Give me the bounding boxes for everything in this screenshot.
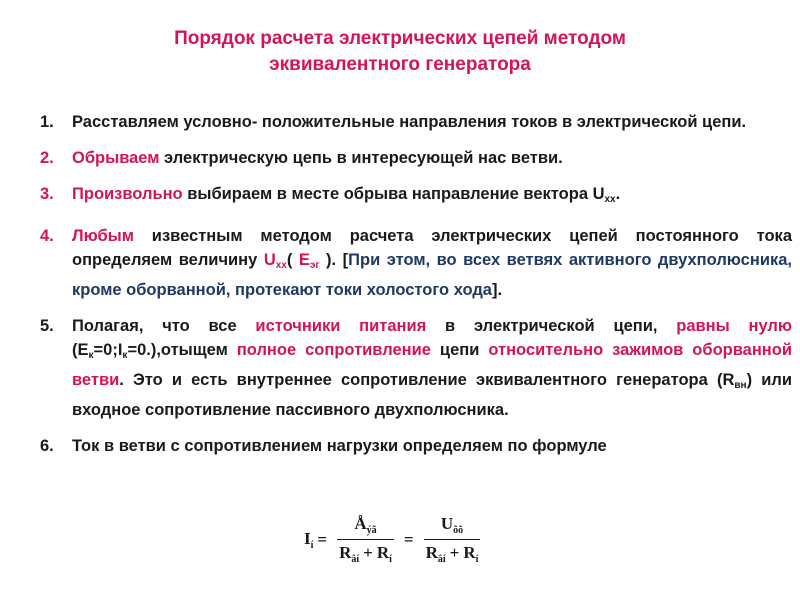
text-run: =0.),отыщем — [127, 341, 237, 359]
denominator — [424, 543, 481, 565]
denominator — [337, 543, 394, 565]
step-number: 5. — [40, 317, 54, 335]
title-line-1: Порядок расчета электрических цепей методом — [174, 28, 626, 49]
step-number: 3. — [40, 185, 54, 203]
note-text: При этом, во всех ветвях активного двухполюсника, кроме оборванной, протекают токи холостого хода — [72, 251, 792, 299]
step-number: 2. — [40, 149, 54, 167]
equals-sign: = — [317, 529, 328, 549]
text-run: электрическую цепь в интересующей нас ветви. — [159, 149, 563, 167]
text-run: Ток в ветви с сопротивлением нагрузки определяем по формуле — [72, 437, 607, 455]
highlight-text: равны нулю — [676, 317, 792, 335]
step-3 — [40, 182, 792, 212]
plus-sign: + — [449, 543, 460, 562]
text-run: Расставляем условно- положительные направления токов в электрической цепи. — [72, 113, 747, 131]
highlight-text: относительно зажимов оборванной ветви — [72, 341, 792, 389]
symbol: R — [339, 543, 352, 562]
text-run: ( — [286, 251, 299, 269]
text-run: ). [ — [319, 251, 349, 269]
highlight-text: Обрываем — [72, 149, 160, 167]
symbol: I — [304, 528, 311, 548]
highlight-text: U — [263, 251, 276, 269]
subscript: í — [475, 554, 479, 565]
slide-title — [0, 26, 800, 78]
subscript: í — [310, 539, 314, 551]
highlight-text: полное сопротивление — [236, 341, 431, 359]
symbol: R — [376, 543, 390, 562]
subscript: к — [122, 350, 128, 361]
step-number: 1. — [40, 113, 54, 131]
step-text — [72, 434, 792, 458]
step-text — [72, 182, 792, 212]
text-run: ) или входное сопротивление пассивного двухполюсника. — [72, 371, 792, 419]
step-text — [72, 224, 792, 302]
text-run: . Это и есть внутреннее сопротивление эквивалентного генератора (R — [119, 371, 735, 389]
subscript: вн — [734, 380, 747, 391]
symbol: R — [463, 543, 476, 562]
fraction-bar — [424, 539, 481, 540]
subscript: хх — [604, 194, 616, 205]
highlight-text: источники питания — [255, 317, 427, 335]
fraction-1 — [337, 514, 394, 565]
title-line-2: эквивалентного генератора — [269, 54, 531, 75]
formula-lhs — [304, 529, 313, 551]
step-number: 6. — [40, 437, 54, 455]
step-6 — [40, 434, 792, 458]
symbol: R — [425, 543, 438, 562]
symbol: U — [440, 514, 454, 533]
subscript: хх — [275, 260, 287, 271]
numerator — [352, 514, 378, 536]
highlight-text: Любым — [72, 227, 134, 245]
text-run: в электрической цепи, — [426, 317, 677, 335]
highlight-text: Произвольно — [72, 185, 183, 203]
step-text — [72, 146, 792, 170]
subscript: õõ — [453, 525, 464, 536]
highlight-text: E — [298, 251, 310, 269]
text-run: =0;I — [93, 341, 123, 359]
text-run: цепи — [430, 341, 489, 359]
fraction-bar — [337, 539, 394, 540]
step-5 — [40, 314, 792, 422]
subscript: í — [389, 554, 392, 565]
text-run: (E — [72, 341, 89, 359]
steps-list — [40, 110, 792, 470]
subscript: âí — [437, 554, 446, 565]
current-formula — [304, 514, 486, 565]
step-text — [72, 314, 792, 422]
step-2 — [40, 146, 792, 170]
step-4 — [40, 224, 792, 302]
step-number: 4. — [40, 227, 54, 245]
text-run: известным методом расчета электрических цепей постоянного тока определяем величину — [72, 227, 792, 269]
fraction-2 — [424, 514, 481, 565]
text-run: . — [615, 185, 621, 203]
step-1 — [40, 110, 792, 134]
subscript: к — [88, 350, 94, 361]
subscript: эг — [309, 260, 320, 271]
symbol: Å — [354, 514, 367, 533]
plus-sign: + — [363, 543, 373, 562]
equals-sign: = — [403, 529, 414, 549]
step-text — [72, 110, 792, 134]
numerator — [439, 514, 465, 536]
text-run: Полагая, что все — [72, 317, 256, 335]
subscript: âí — [351, 554, 360, 565]
subscript: ýã — [366, 525, 377, 536]
text-run: выбираем в месте обрыва направление вектора U — [182, 185, 605, 203]
text-run: ]. — [491, 281, 503, 299]
